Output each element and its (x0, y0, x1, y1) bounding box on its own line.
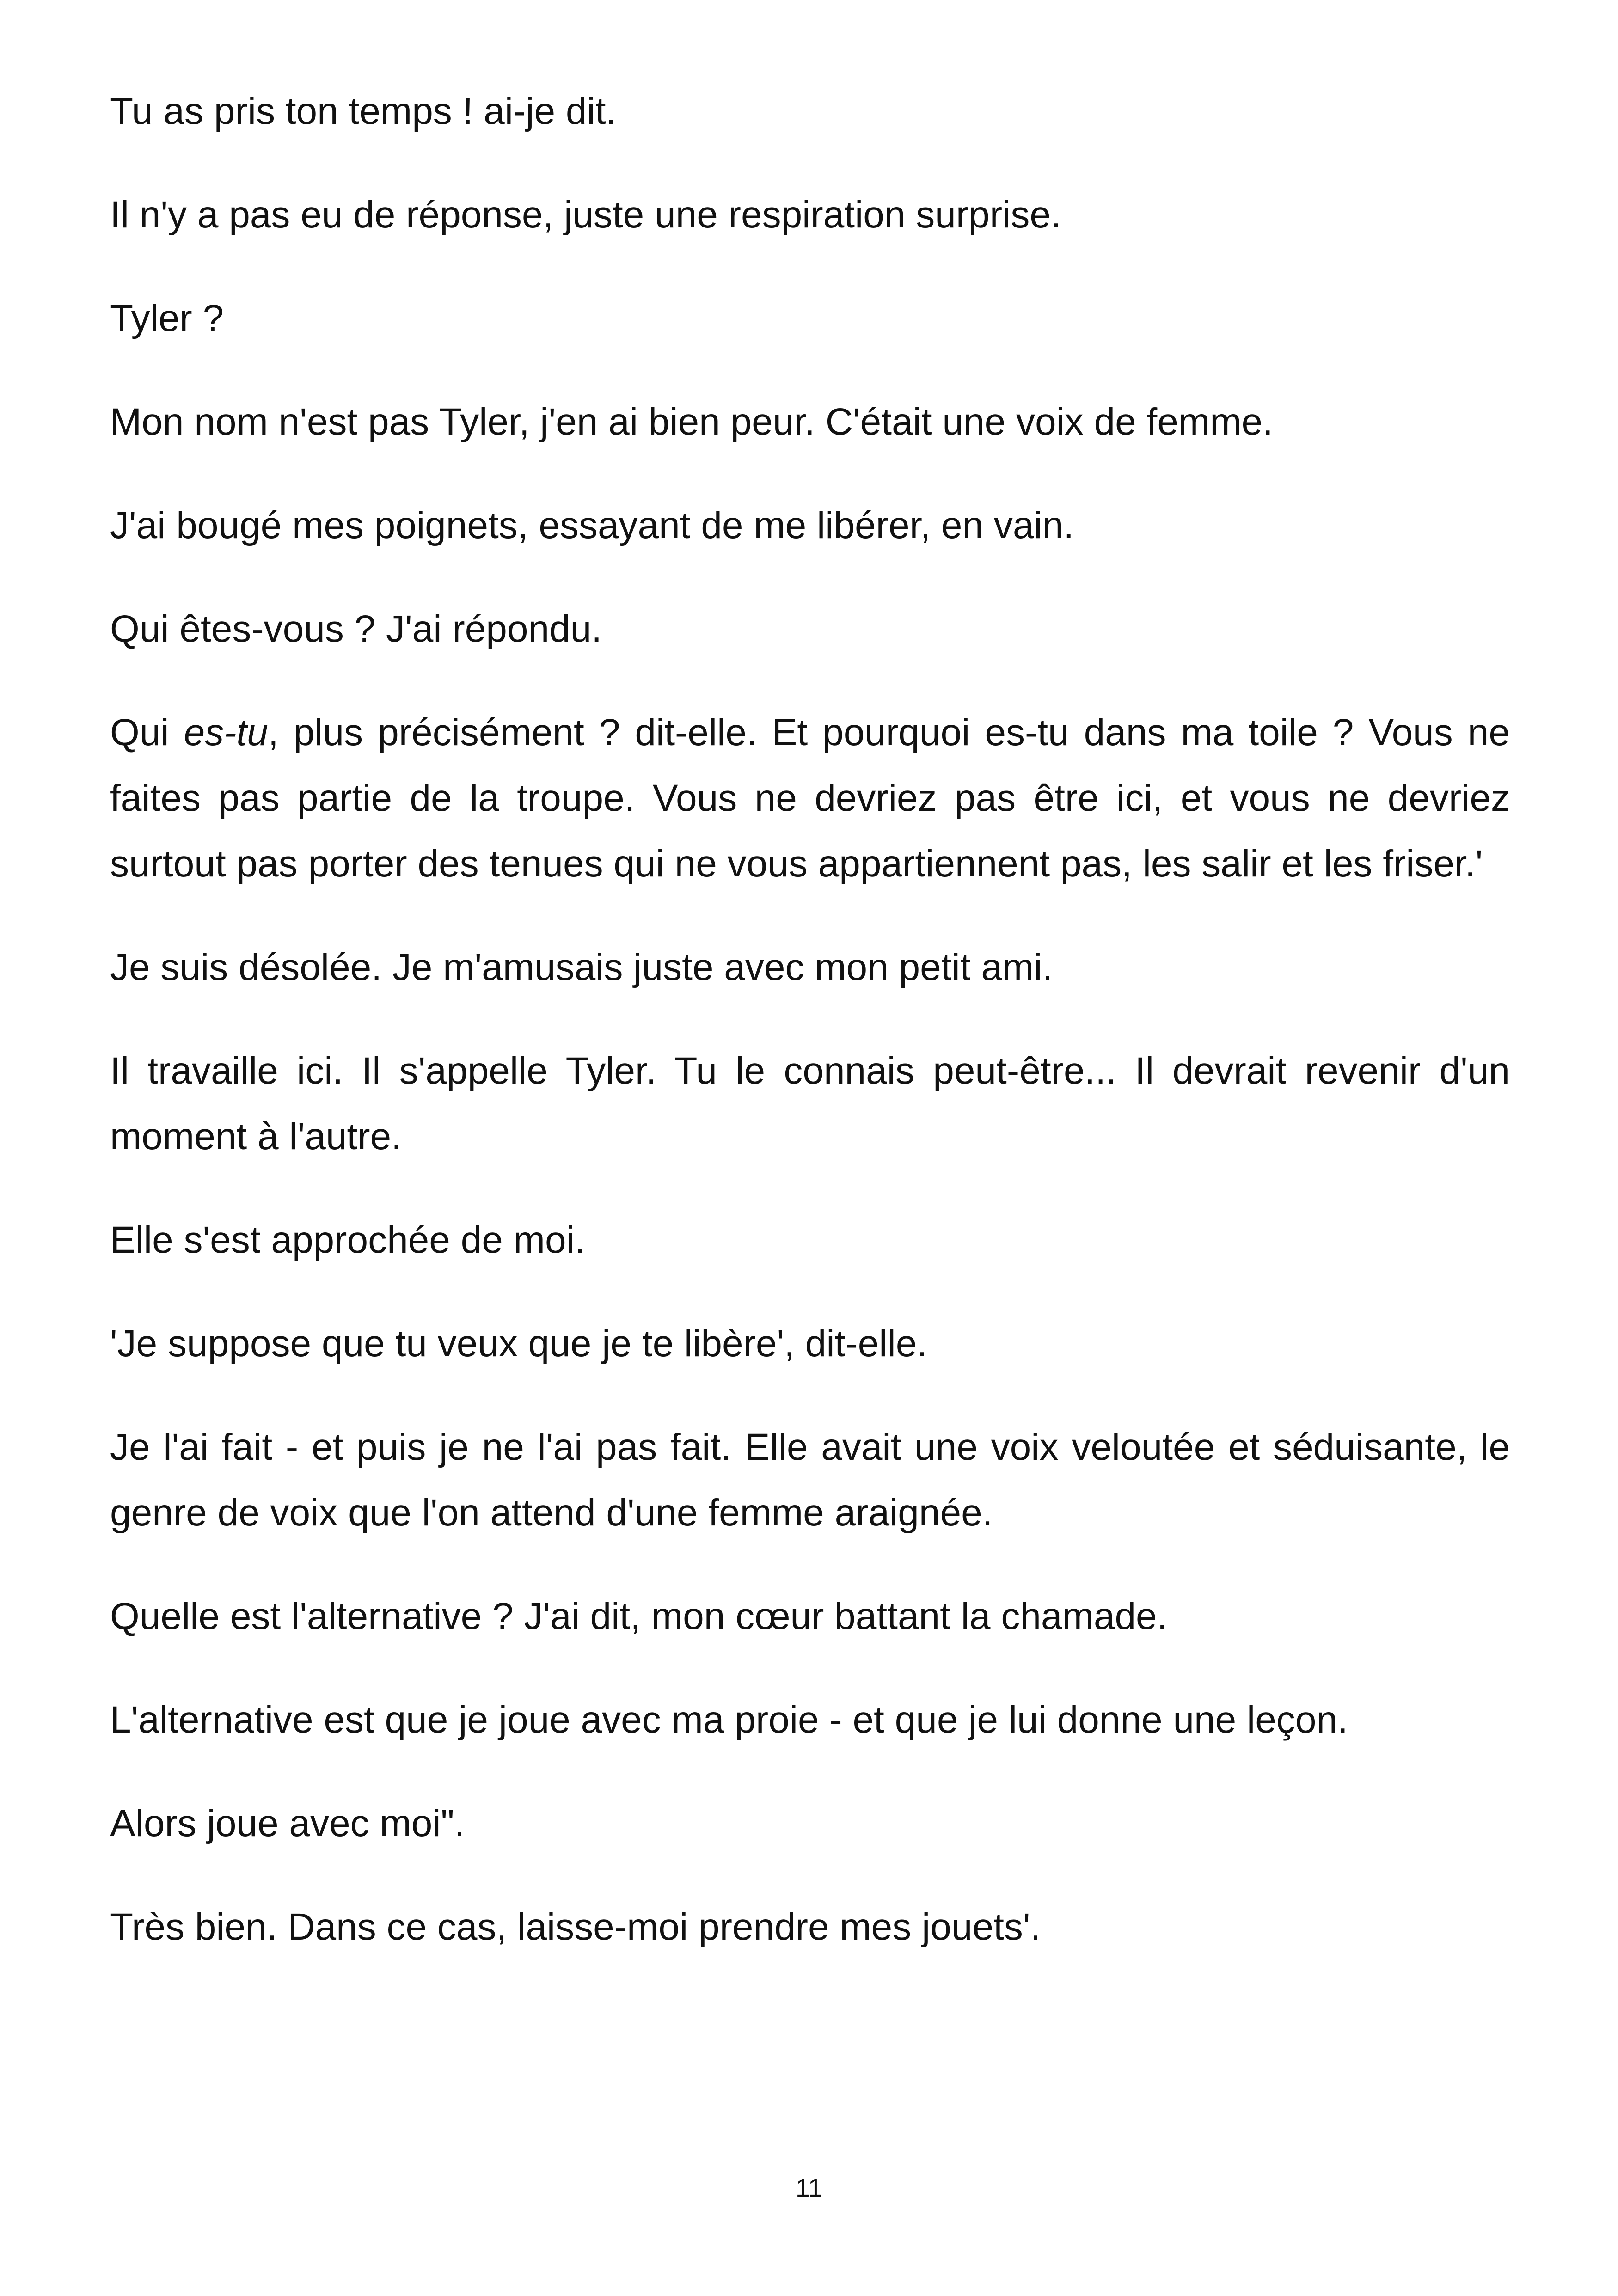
paragraph-text: Qui (110, 711, 184, 753)
paragraph: Je l'ai fait - et puis je ne l'ai pas fait. Elle avait une voix veloutée et séduisante, le genre de voix que l'on attend d'une femme araignée. (110, 1426, 1510, 1534)
paragraph: Quelle est l'alternative ? J'ai dit, mon cœur battant la chamade. (110, 1595, 1168, 1637)
page-text (110, 79, 1510, 1998)
paragraph: J'ai bougé mes poignets, essayant de me libérer, en vain. (110, 504, 1074, 546)
page-number: 11 (795, 2173, 823, 2202)
emphasized-text: es-tu (184, 711, 268, 753)
paragraph: Qui êtes-vous ? J'ai répondu. (110, 608, 602, 650)
paragraph: 'Je suppose que tu veux que je te libère', dit-elle. (110, 1322, 928, 1365)
paragraph: L'alternative est que je joue avec ma proie - et que je lui donne une leçon. (110, 1699, 1348, 1741)
paragraph: Tyler ? (110, 297, 224, 339)
paragraph: Très bien. Dans ce cas, laisse-moi prendre mes jouets'. (110, 1906, 1041, 1948)
paragraph: Il travaille ici. Il s'appelle Tyler. Tu le connais peut-être... Il devrait revenir d'un moment à l'autre. (110, 1050, 1510, 1157)
paragraph: Je suis désolée. Je m'amusais juste avec mon petit ami. (110, 946, 1053, 988)
paragraph: Elle s'est approchée de moi. (110, 1219, 585, 1261)
paragraph: Il n'y a pas eu de réponse, juste une respiration surprise. (110, 194, 1061, 236)
paragraph: Tu as pris ton temps ! ai-je dit. (110, 90, 617, 132)
paragraph-text: , plus précisément ? dit-elle. Et pourquoi es-tu dans ma toile ? Vous ne faites pas partie de la troupe. Vous ne devriez pas être ici, et vous ne devriez surtout pas porter des tenues qui ne vous appartiennent pas, les salir et les friser.' (110, 711, 1510, 885)
paragraph: Alors joue avec moi". (110, 1802, 465, 1844)
paragraph (110, 700, 1510, 897)
paragraph: Mon nom n'est pas Tyler, j'en ai bien peur. C'était une voix de femme. (110, 401, 1273, 443)
